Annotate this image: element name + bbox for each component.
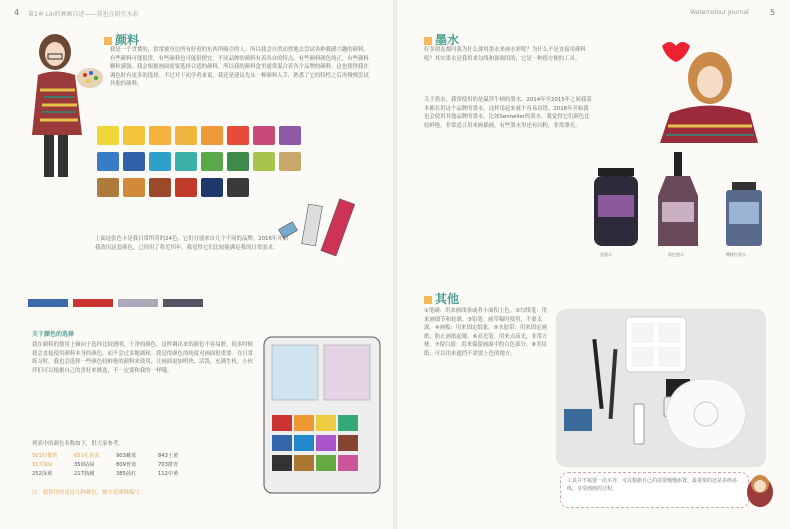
color-list-intro: 列表中的颜色名称如下，供大家参考。: [32, 441, 124, 447]
other-title-text: 其他: [435, 292, 460, 306]
table-row: 252深黄 217熟赭 385茜红 112中黄: [32, 471, 179, 477]
paint-intro-text: 我是一个贪婪的，常常被身边所有好看的东西所吸引的人。所以我会自然而然地去尝试各种我感兴趣的颜料。有些颜料可能很贵，有些颜料也可能很便宜。不同品牌的颜料有着各自的特点。有些颜料颜色纯正，有些颜料颗粒感强。我会根据画面需要选择合适的颜料。所以我的颜料盒里通常混合着各个品牌的颜料，这也使得我在调色时有更多的选择。不过对于初学者来说，我还是建议先从一种颜料入手，熟悉了它的特性之后再慢慢尝试其他的颜料。: [110, 47, 369, 88]
ink-text-1: 好多朋友都问我为什么要用墨水来画水彩呢？为什么不是直接用颜料呢？其实墨水是我用来勾线和强调用的，它是一种很方便的工具。: [424, 47, 586, 62]
girl-with-palette-illustration: [30, 30, 105, 190]
right-page-number: 5: [770, 8, 776, 17]
mascot-icon: [740, 470, 780, 510]
table-row: 317浅绿 350钴绿 809普蓝 703群青: [32, 462, 179, 468]
color-choice-subtitle: 关于颜色的选择: [32, 331, 75, 338]
tools-photo: [556, 309, 766, 467]
ink-text-2: 关于墨水，我常使用的是温莎牛顿的墨水，2014年至2015年之间我基本都在用这个品牌的墨水，这样用起来就不容易出错。2018年开始我也会使用其他品牌的墨水，比如Sennelier的墨水。我觉得它们颜色比较鲜艳，非常适合用来画插画，有些墨水里还有闪粉，非常漂亮。: [424, 97, 592, 129]
left-page-number: 4: [14, 8, 20, 17]
title-square-icon: [104, 37, 112, 45]
tip-note: 工具并不需要一次买齐，可以根据自己的需要慢慢添置。最重要的还是多画多练，享受画画的过程。: [560, 472, 749, 508]
swatch-caption-text: 上面这张色卡是我日常所用的24色，它们分别来自几个不同的品牌。2016年开始我改用这套颜色，已经用了将近四年。我觉得它们比较能满足我的日常需求。: [95, 236, 289, 251]
palette-box-illustration: [262, 335, 382, 495]
color-choice-text: 我在颜料的使用上倾向于选择比较透明、干净的颜色，这样调出来的颜色不容易脏。很多时候我会直接使用颜料本身的颜色，而不会过多地调和。我觉得颜色的纯度对画面很重要。在日常练习时，我也会选择一些颜色较鲜艳的颜料来使用，让画面更加明快、活泼，充满生机。小伙伴们可以根据自己的喜好来挑选，不一定要和我的一样哦。: [32, 342, 254, 374]
other-tools-text: ①笔刷：用来画线条或者小面积上色。②勾线笔：用来画细节和轮廓。③铅笔：画草稿时使用，不要太深。④画板：用来固定纸张。⑤水胶带：用来固定画纸，防止画纸起皱。⑥高光笔：用来点高光，非常方便。⑦留白液：用来保留画面中的白色部分。⑧美纹纸：可以用来遮挡不需要上色的地方。: [424, 308, 548, 357]
paint-title-text: 颜料: [115, 33, 140, 47]
right-page-header: Watercolour Journal: [690, 9, 749, 16]
ink-caption-2: 彩色墨水: [668, 252, 684, 257]
color-footnote: 注：我常用的是这几种颜色，数字是颜料编号。: [32, 490, 146, 496]
ink-caption-1: 黑墨水: [600, 252, 612, 257]
color-name-table: [32, 452, 200, 479]
paint-tube-row-illustration: [28, 294, 208, 312]
girl-writing-illustration: [640, 38, 770, 148]
left-page-header: 第1章 Lin的画画自述——我也在研究水彩: [28, 11, 139, 18]
title-square-icon: [424, 37, 432, 45]
table-row: 501柠檬黄 651孔雀蓝 903藏蓝 843土黄: [32, 453, 179, 459]
ink-bottles-illustration: [590, 150, 770, 260]
other-section-title: [424, 290, 459, 307]
title-square-icon: [424, 296, 432, 304]
ink-caption-3: 樱桃红墨水: [726, 252, 746, 257]
ink-title-text: 墨水: [435, 33, 460, 47]
tools-photo-illustration: [556, 309, 766, 467]
book-gutter: [393, 0, 397, 529]
